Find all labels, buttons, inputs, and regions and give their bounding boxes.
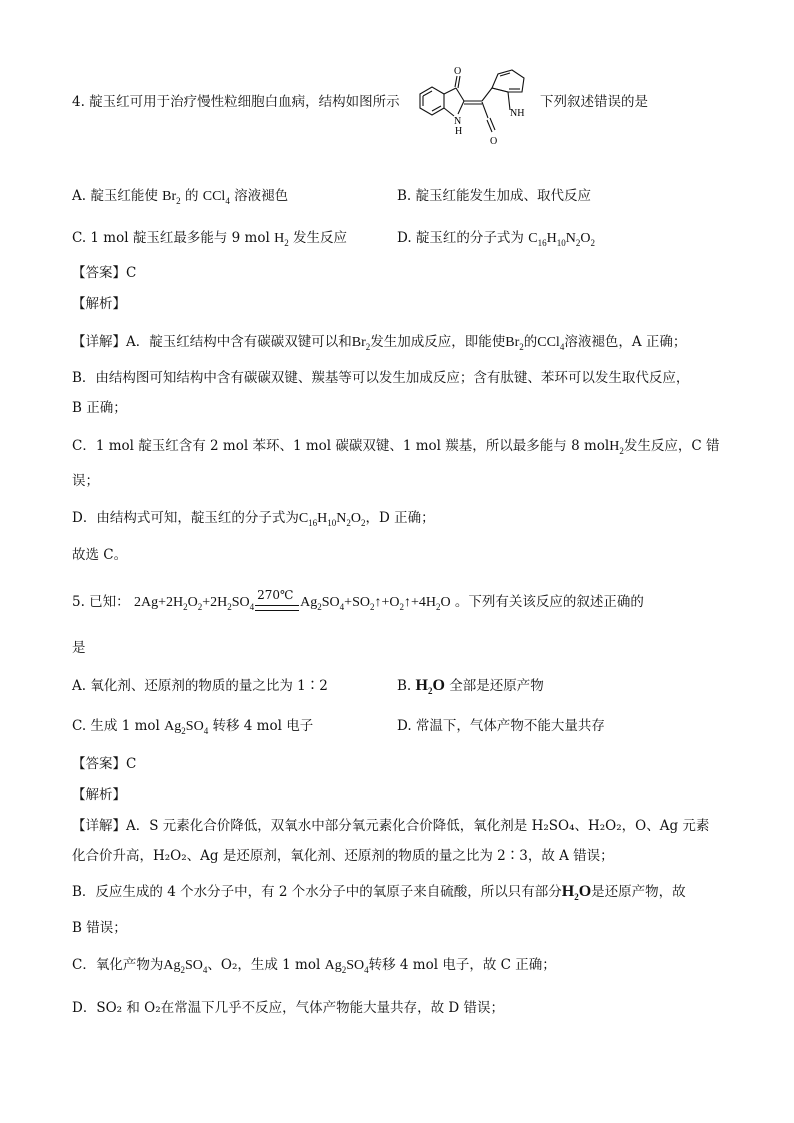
reaction-arrow: 270℃ bbox=[255, 593, 299, 613]
mol-nitrogen-left: N bbox=[454, 116, 462, 127]
q4-detail-c: C．1 mol 靛玉红含有 2 mol 苯环、1 mol 碳碳双键、1 mol 羰基，所以最多能与 8 molH$_2$发生反应，C 错 bbox=[72, 438, 720, 456]
q5-detail-b: B．反应生成的 4 个水分子中，有 2 个水分子中的氧原子来自硫酸，所以只有部分$H_2O$是还原产物，故 bbox=[72, 883, 686, 903]
q5-option-c: C. 生成 1 mol $Ag_2SO_4$ 转移 4 mol 电子 bbox=[72, 718, 314, 736]
q4-option-c: C. 1 mol 靛玉红最多能与 9 mol $H_2$ 发生反应 bbox=[72, 230, 347, 248]
mol-nh-right: NH bbox=[510, 108, 525, 119]
q5-option-b: B. $H_2O$ 全部是还原产物 bbox=[397, 677, 544, 697]
q4-stem bbox=[72, 92, 400, 112]
q5-detail-a: 【详解】A．S 元素化合价降低，双氧水中部分氧元素化合价降低，氧化剂是 H₂SO₄、H₂O₂，O、Ag 元素 bbox=[72, 818, 710, 834]
q5-option-d: D. 常温下，气体产物不能大量共存 bbox=[397, 718, 605, 734]
q5-answer: 【答案】C bbox=[72, 756, 137, 772]
q4-option-a: A. 靛玉红能使 $Br_2$ 的 CCl$_4$ 溶液褪色 bbox=[72, 188, 289, 206]
q4-answer: 【答案】C bbox=[72, 265, 137, 281]
q4-detail-b-cont: B 正确； bbox=[72, 400, 127, 416]
q5-detail-c: C．氧化产物为$Ag_2SO_4$、O₂，生成 1 mol $Ag_2SO_4$转移 4 mol 电子，故 C 正确； bbox=[72, 957, 556, 975]
q4-stem-text: 4. 靛玉红可用于治疗慢性粒细胞白血病，结构如图所示 bbox=[72, 94, 400, 110]
q5-option-a: A. 氧化剂、还原剂的物质的量之比为 1∶2 bbox=[72, 678, 328, 694]
q4-detail-d: D．由结构式可知，靛玉红的分子式为$C_{16}H_{10}N_2O_2$，D 正确； bbox=[72, 510, 435, 528]
q4-analysis-heading: 【解析】 bbox=[72, 296, 126, 312]
q4-detail-b: B．由结构图可知结构中含有碳碳双键、羰基等可以发生加成反应；含有肽键、苯环可以发生取代反应， bbox=[72, 370, 690, 386]
indirubin-structure-diagram bbox=[410, 58, 545, 148]
q4-detail-a: 【详解】A．靛玉红结构中含有碳碳双键可以和$Br_2$发生加成反应，即能使$Br_2$的CCl$_4$溶液褪色，A 正确； bbox=[72, 334, 687, 352]
q5-analysis-heading: 【解析】 bbox=[72, 787, 126, 803]
q5-detail-d: D．SO₂ 和 O₂在常温下几乎不反应，气体产物能大量共存，故 D 错误； bbox=[72, 1000, 505, 1016]
q4-detail-c-cont: 误； bbox=[72, 473, 99, 489]
q5-detail-b-cont: B 错误； bbox=[72, 920, 127, 936]
mol-oxygen-bottom: O bbox=[490, 136, 498, 147]
q5-stem-cont: 是 bbox=[72, 640, 86, 656]
q5-detail-a-cont: 化合价升高，H₂O₂、Ag 是还原剂，氧化剂、还原剂的物质的量之比为 2∶3，故 A 错误； bbox=[72, 848, 614, 864]
q4-stem-tail: 下列叙述错误的是 bbox=[540, 94, 648, 110]
mol-oxygen-top: O bbox=[454, 66, 462, 77]
q4-option-b: B. 靛玉红能发生加成、取代反应 bbox=[397, 188, 592, 204]
mol-hydrogen-left: H bbox=[455, 126, 463, 137]
q4-option-d: D. 靛玉红的分子式为 $C_{16}H_{10}N_2O_2$ bbox=[397, 230, 595, 248]
q5-stem: 5. 已知： $2Ag+2H_2O_2+2H_2SO_4$ 270℃ $Ag_2SO_4+SO_2↑+O_2↑+4H_2O$ 。下列有关该反应的叙述正确的 bbox=[72, 587, 644, 612]
q4-conclusion: 故选 C。 bbox=[72, 547, 128, 563]
